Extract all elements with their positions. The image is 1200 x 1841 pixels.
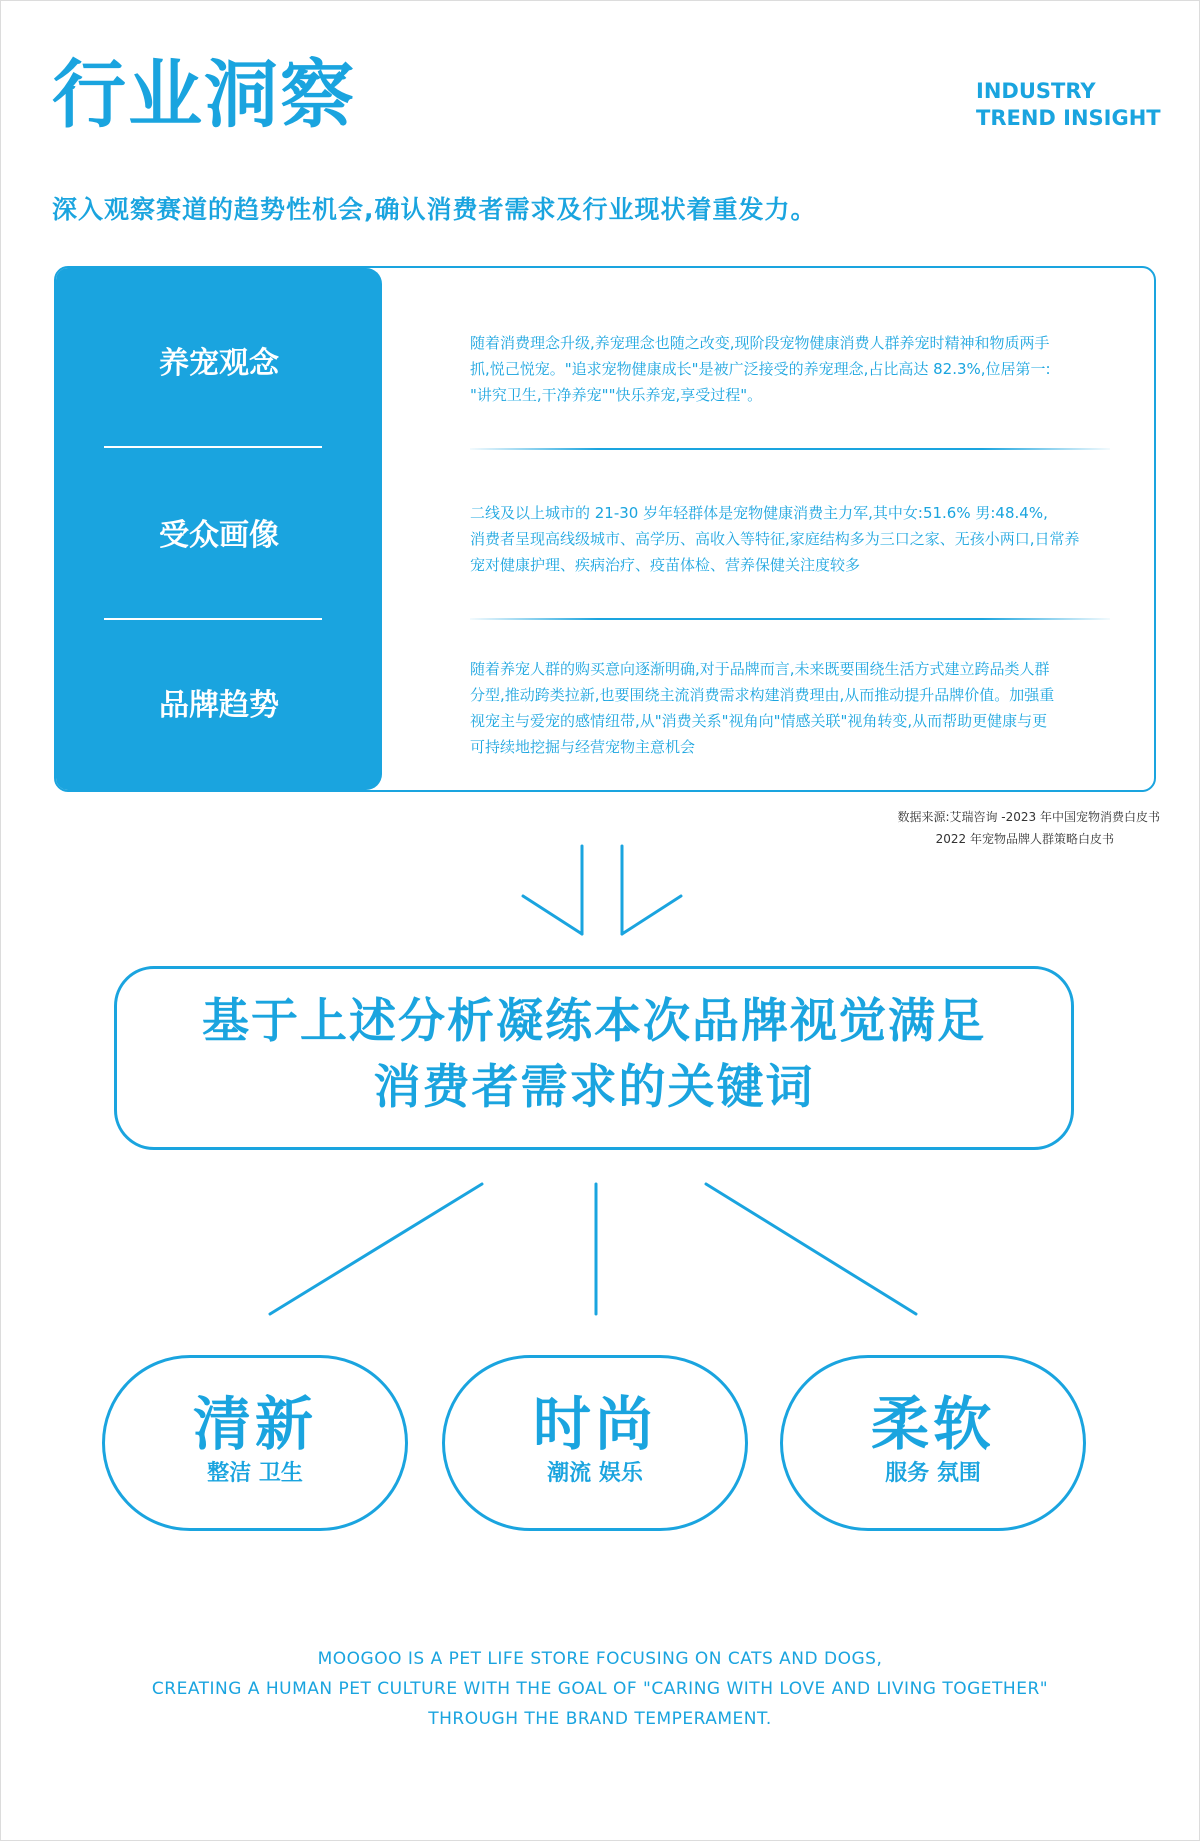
title-en-line2: TREND INSIGHT	[976, 106, 1161, 130]
insight-label-concept: 养宠观念	[159, 346, 279, 381]
footer-slogan	[0, 1644, 1200, 1734]
keyword-main: 时尚	[532, 1390, 657, 1458]
connector-line-right	[706, 1184, 916, 1314]
text-line: 视宠主与爱宠的感情纽带,从"消费关系"视角向"情感关联"视角转变,从而帮助更健康与更	[470, 712, 1048, 730]
insight-label-brand: 品牌趋势	[159, 688, 279, 723]
insight-label-audience: 受众画像	[159, 518, 279, 553]
keyword-main: 柔软	[870, 1390, 995, 1458]
source-line1: 数据来源:艾瑞咨询 -2023 年中国宠物消费白皮书	[897, 810, 1160, 824]
text-line: "讲究卫生,干净养宠""快乐养宠,享受过程"。	[470, 386, 763, 404]
source-line2: 2022 年宠物品牌人群策略白皮书	[935, 832, 1114, 846]
connector-line-left	[270, 1184, 482, 1314]
keyword-main: 清新	[192, 1390, 317, 1458]
text-line: 分型,推动跨类拉新,也要围绕主流消费需求构建消费理由,从而推动提升品牌价值。加强重	[470, 686, 1055, 704]
keyword-sub: 潮流 娱乐	[547, 1461, 643, 1486]
page-title: 行业洞察	[52, 52, 356, 138]
text-line: 宠对健康护理、疾病治疗、疫苗体检、营养保健关注度较多	[470, 556, 861, 574]
conclusion-line2: 消费者需求的关键词	[373, 1060, 815, 1115]
keyword-pill-fashion	[442, 1355, 748, 1531]
keyword-pill-fresh	[102, 1355, 408, 1531]
text-line: 抓,悦己悦宠。"追求宠物健康成长"是被广泛接受的养宠理念,占比高达 82.3%,位居第一:	[470, 360, 1051, 378]
conclusion-line1: 基于上述分析凝练本次品牌视觉满足	[202, 994, 986, 1049]
text-line: 消费者呈现高线级城市、高学历、高收入等特征,家庭结构多为三口之家、无孩小两口,日常养	[470, 530, 1080, 548]
keyword-sub: 整洁 卫生	[207, 1461, 303, 1486]
text-line: 随着消费理念升级,养宠理念也随之改变,现阶段宠物健康消费人群养宠时精神和物质两手	[470, 334, 1050, 352]
keyword-sub: 服务 氛围	[885, 1461, 981, 1486]
text-line: 二线及以上城市的 21-30 岁年轻群体是宠物健康消费主力军,其中女:51.6% 男:48.4%,	[470, 504, 1048, 522]
footer-line2: CREATING A HUMAN PET CULTURE WITH THE GOAL OF "CARING WITH LOVE AND LIVING TOGETHER"	[151, 1679, 1049, 1699]
footer-line3: THROUGH THE BRAND TEMPERAMENT.	[428, 1709, 772, 1729]
footer-line1: MOOGOO IS A PET LIFE STORE FOCUSING ON CATS AND DOGS,	[317, 1649, 883, 1669]
conclusion-box	[114, 966, 1074, 1150]
title-en-line1: INDUSTRY	[976, 79, 1096, 103]
text-line: 可持续地挖掘与经营宠物主意机会	[470, 738, 696, 756]
keyword-pill-soft	[780, 1355, 1086, 1531]
text-line: 随着养宠人群的购买意向逐渐明确,对于品牌而言,未来既要围绕生活方式建立跨品类人群	[470, 660, 1050, 678]
page-subtitle: 深入观察赛道的趋势性机会,确认消费者需求及行业现状着重发力。	[52, 195, 817, 224]
down-arrow-icon	[523, 846, 681, 934]
